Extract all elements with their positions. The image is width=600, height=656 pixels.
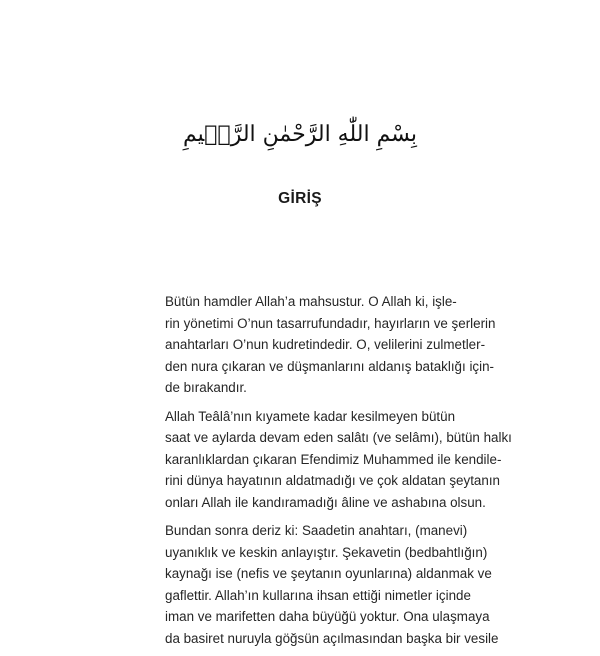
- text-line: den nura çıkaran ve düşmanlarını aldanış bataklığı için-: [165, 358, 494, 374]
- text-line: karanlıklardan çıkaran Efendimiz Muhammed ile kendile-: [165, 451, 502, 467]
- text-line: anahtarları O’nun kudretindedir. O, velilerini zulmetler-: [165, 337, 486, 352]
- text-line: da basiret nuruyla göğsün açılmasından başka bir vesile: [165, 630, 499, 646]
- paragraph-3: [143, 520, 499, 649]
- body-text: [143, 291, 512, 656]
- text-line: saat ve aylarda devam eden salâtı (ve selâmı), bütün halkı: [165, 430, 512, 445]
- chapter-title: GİRİŞ: [278, 190, 322, 207]
- text-line: gaflettir. Allah’ın kullarına ihsan ettiği nimetler içinde: [165, 587, 471, 603]
- text-line: Bütün hamdler Allah’a mahsustur. O Allah ki, işle-: [165, 294, 457, 309]
- text-line: uyanıklık ve keskin anlayıştır. Şekavetin (bedbahtlığın): [165, 544, 488, 560]
- text-line: iman ve marifetten daha büyüğü yoktur. Ona ulaşmaya: [165, 609, 490, 624]
- text-line: de bırakandır.: [165, 380, 247, 395]
- text-line: Bundan sonra deriz ki: Saadetin anahtarı, (manevi): [165, 523, 468, 538]
- paragraph-1: [143, 291, 496, 399]
- text-line: rin yönetimi O’nun tasarrufundadır, hayırların ve şerlerin: [165, 315, 496, 331]
- text-line: rini dünya hayatının aldatmadığı ve çok aldatan şeytanın: [165, 473, 500, 488]
- text-line: onları Allah ile kandıramadığı âline ve ashabına olsun.: [165, 494, 486, 510]
- paragraph-2: [143, 406, 512, 514]
- text-line: kaynağı ise (nefis ve şeytanın oyunlarına) aldanmak ve: [165, 566, 492, 581]
- basmala-calligraphy: بِسْمِ اللّٰهِ الرَّحْمٰنِ الرَّح۪يمِ: [183, 122, 417, 147]
- text-line: Allah Teâlâ’nın kıyamete kadar kesilmeyen bütün: [165, 408, 456, 424]
